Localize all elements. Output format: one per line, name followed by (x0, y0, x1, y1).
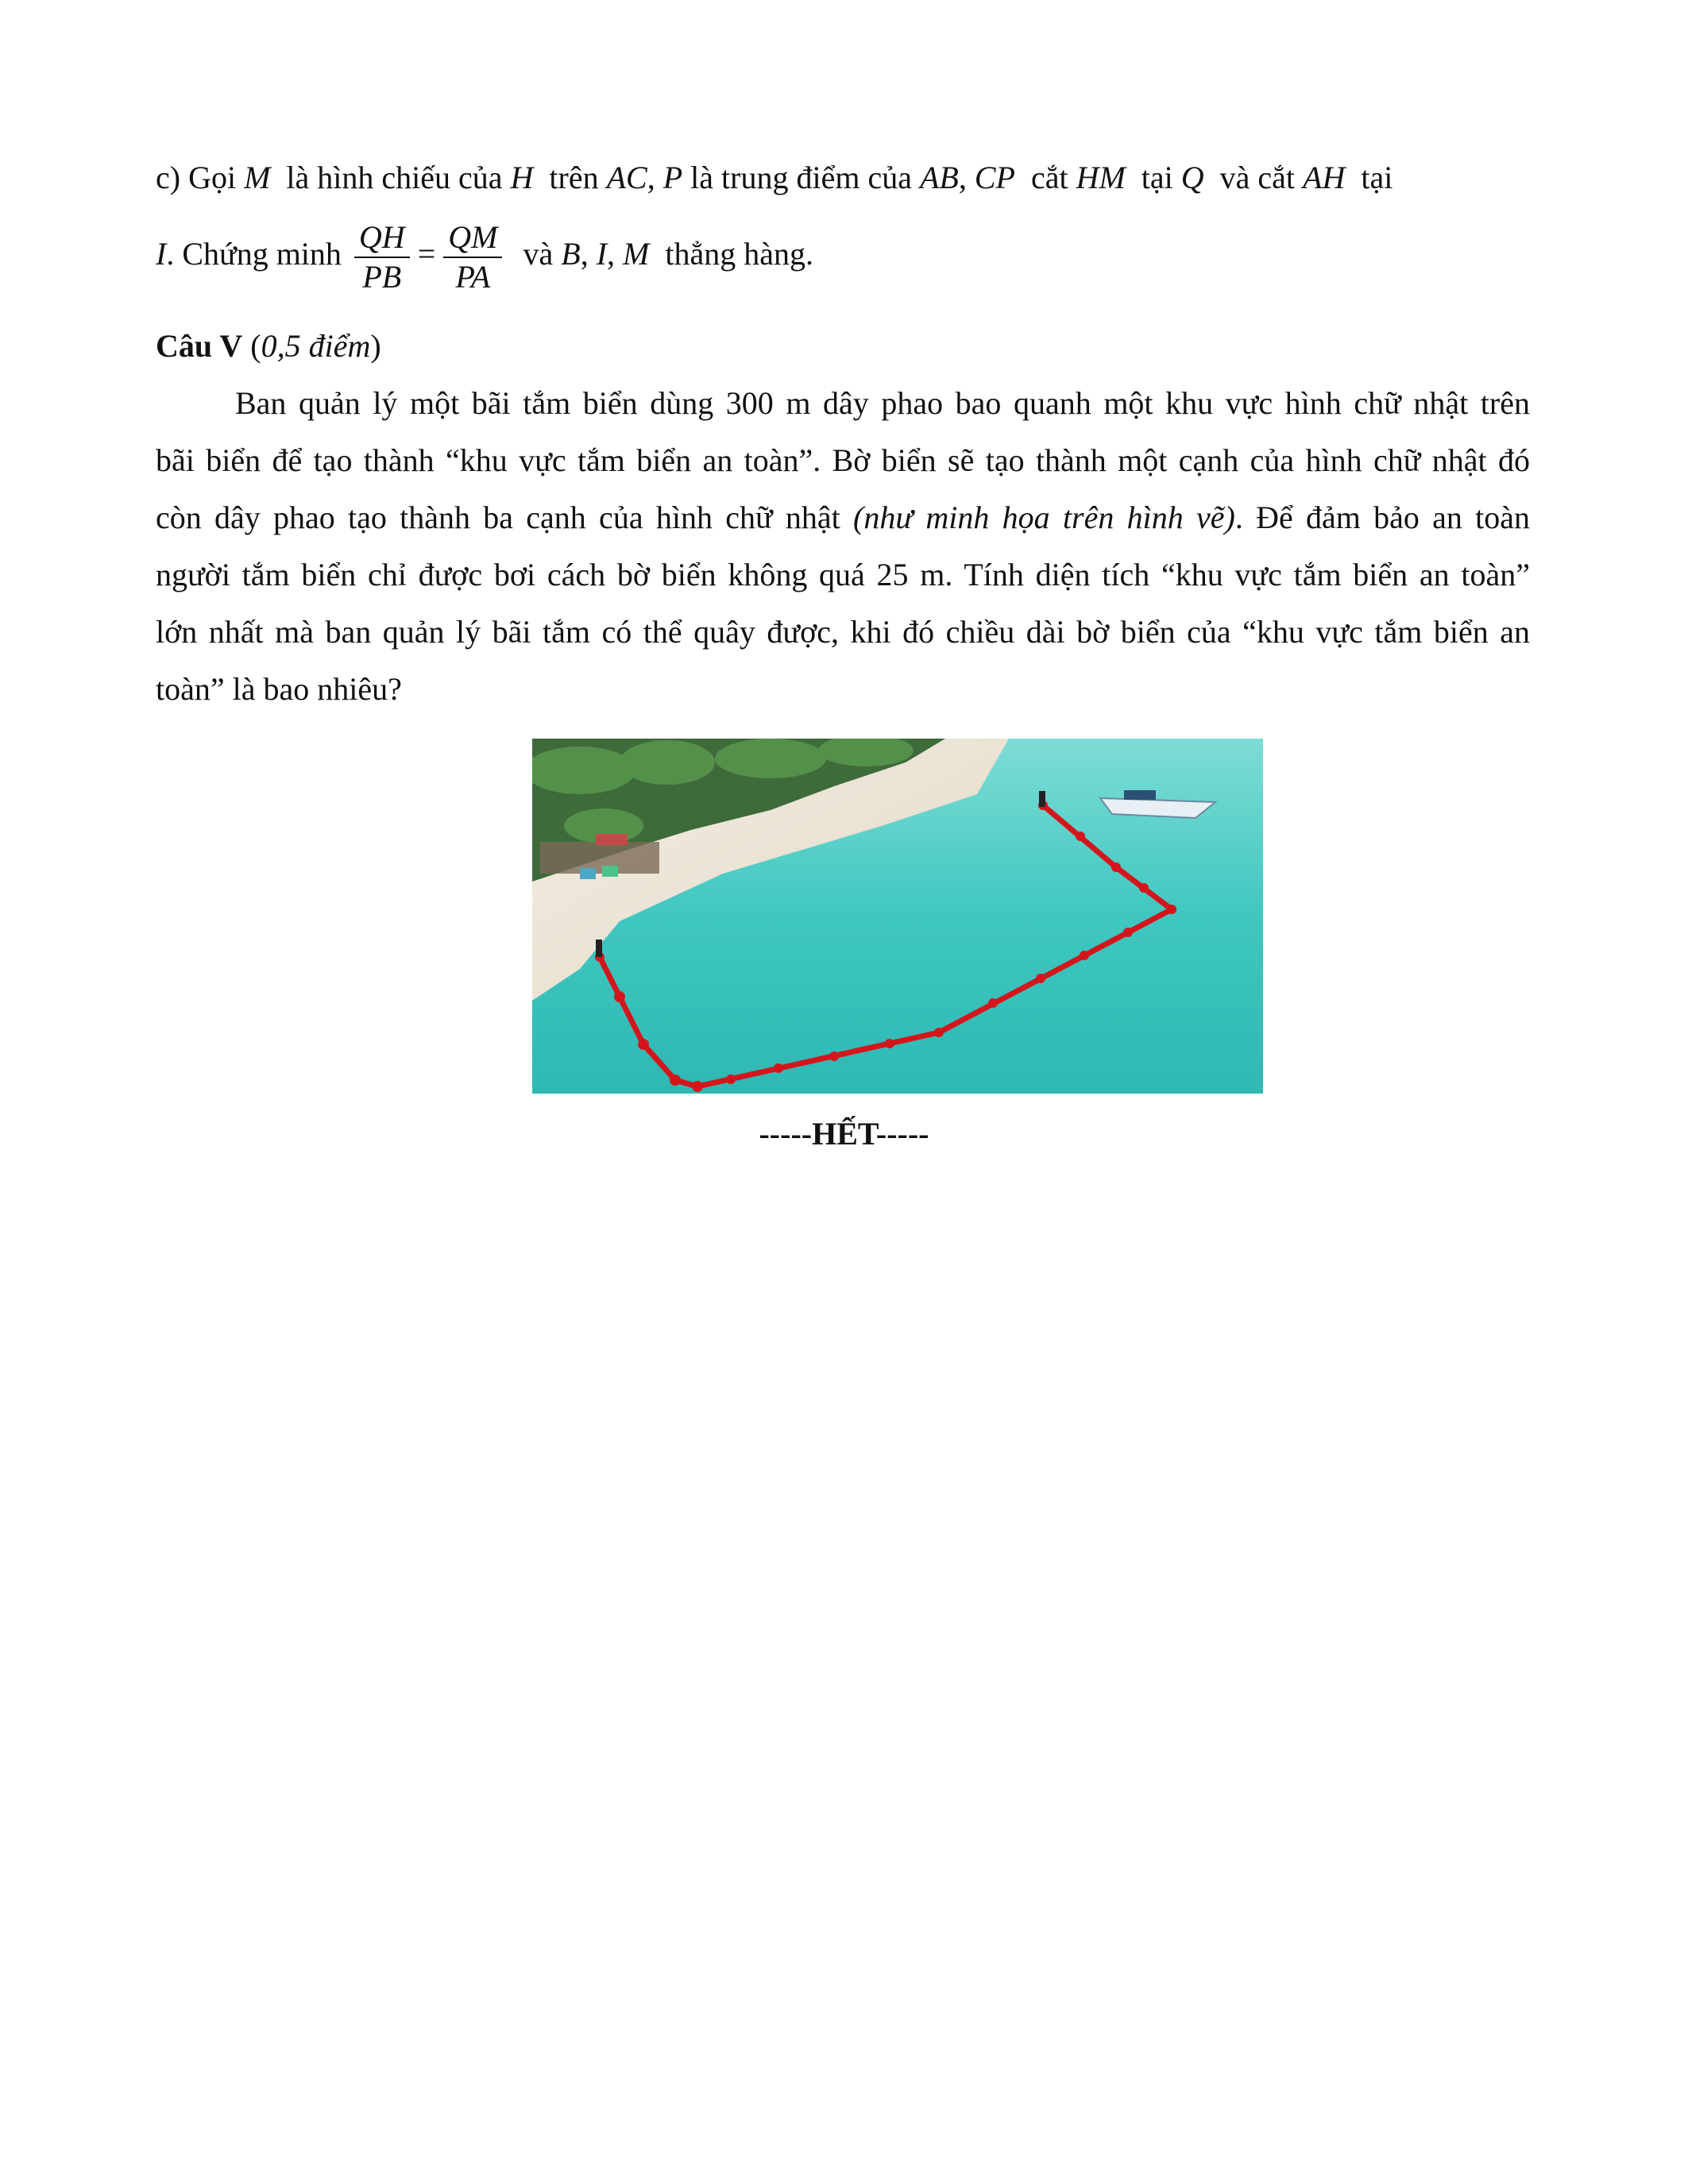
question-5-line-5: lớn nhất mà ban quản lý bãi tắm có thể quây được, khi đó chiều dài bờ biển của “khu vực tắm biển an (156, 614, 1530, 650)
question-5-heading: Câu V (0,5 điểm) (156, 328, 381, 364)
question-5-line-2: bãi biển để tạo thành “khu vực tắm biển an toàn”. Bờ biển sẽ tạo thành một cạnh của hình chữ nhật đó (156, 442, 1530, 478)
question-5-line-1: Ban quản lý một bãi tắm biển dùng 300 m dây phao bao quanh một khu vực hình chữ nhật trên (235, 385, 1530, 421)
var-Q: Q (1180, 160, 1204, 195)
var-AB: AB (919, 160, 959, 195)
var-M: M (244, 160, 271, 195)
var-P: P (662, 160, 683, 195)
var-CP: CP (974, 160, 1015, 195)
part-c-line-2: I. Chứng minh $\frac{QH}{PB}$ = $\frac{QM}{PA}$ và B, I, M thẳng hàng. (156, 218, 813, 295)
var-M-2: M (623, 236, 650, 272)
sunbed-2 (602, 866, 618, 877)
part-c-label: c) (156, 160, 181, 195)
var-HM: HM (1076, 160, 1126, 195)
question-5-line-6: toàn” là bao nhiêu? (156, 671, 402, 707)
question-5-points: 0,5 điểm (261, 328, 371, 364)
beach-illustration (532, 739, 1263, 1094)
var-AC: AC (606, 160, 647, 195)
end-marker: -----HẾT----- (759, 1116, 929, 1152)
beach-photo-svg (532, 739, 1263, 1094)
fraction-qm-pa: $\frac{QM}{PA}$ (443, 218, 502, 296)
question-5-line-4: người tắm biển chỉ được bơi cách bờ biển không quá 25 m. Tính diện tích “khu vực tắm biển an toàn” (156, 557, 1530, 592)
sunbed-1 (580, 868, 596, 879)
var-I-2: I (596, 236, 608, 272)
post-right (1039, 791, 1045, 807)
equals-sign: = (417, 236, 436, 272)
beach-hut (540, 842, 659, 874)
part-c-line-1: c) Gọi M là hình chiếu của H trên AC, P là trung điểm của AB, CP cắt HM tại Q và cắt AH tại (156, 160, 1393, 195)
question-5-line-3: còn dây phao tạo thành ba cạnh của hình chữ nhật (như minh họa trên hình vẽ). Để đảm bảo an toàn (156, 500, 1531, 535)
question-5-title: Câu V (156, 328, 243, 364)
red-bench (596, 834, 628, 845)
post-left (596, 940, 602, 957)
fraction-qh-pb: $\frac{QH}{PB}$ (354, 218, 410, 296)
var-B: B (561, 236, 581, 272)
var-H: H (510, 160, 534, 195)
var-I: I (156, 236, 167, 272)
illustration-note: (như minh họa trên hình vẽ) (853, 500, 1235, 535)
var-AH: AH (1303, 160, 1346, 195)
